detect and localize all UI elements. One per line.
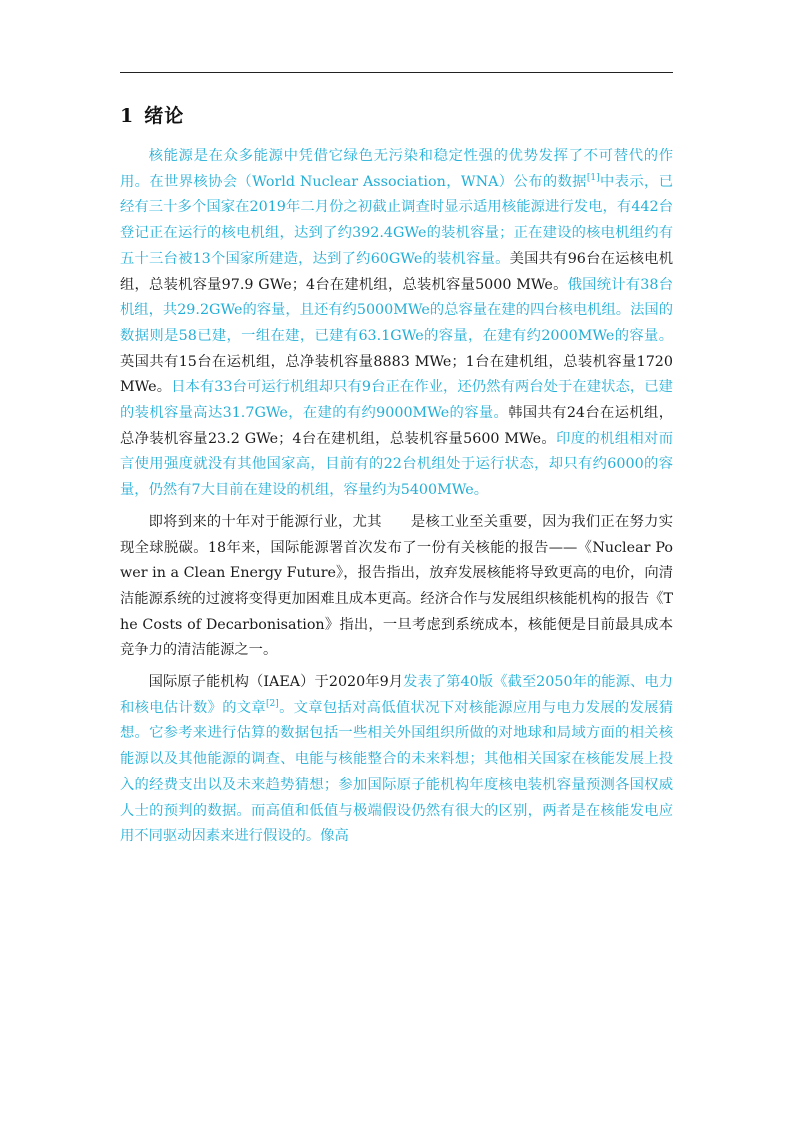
text-segment: 。文章包括对高低值状况下对核能源应用与电力发展的发展猜想。它参考来进行估算的数据包括一些相关外国组织所做的对地球和局域方面的相关核能源以及其他能源的调查、电能与核能整合的未来料想；其他相关国家在核能发展上投入的经费支出以及未来趋势猜想；参加国际原子能机构年度核电装机容量预测各国权威人士的预判的数据。而高值和低值与极端假设仍然有很大的区别，两者是在核能发电应用不同驱动因素来进行假设的。像高 bbox=[120, 699, 673, 845]
text-segment: 韩国共有24台在运机组，总净装机容量23.2 GWe；4台在建机组，总装机容量5600 MWe。 bbox=[120, 405, 673, 447]
text-segment: 中表示，已经有三十多个国家在2019年二月份之初截止调查时显示适用核能源进行发电，有442台登记正在运行的核电机组，达到了约392.4GWe的装机容量；正在建设的核电机组约有五十三台被13个国家所建造，达到了约60GWe的装机容量。 bbox=[120, 173, 674, 267]
header-rule bbox=[120, 72, 673, 73]
citation-2: [2] bbox=[266, 699, 279, 709]
paragraph-2 bbox=[120, 510, 673, 664]
paragraph-3 bbox=[120, 670, 673, 850]
text-segment: 美国共有96台在运核电机组，总装机容量97.9 GWe；4台在建机组，总装机容量5000 MWe。 bbox=[120, 250, 673, 293]
text-segment: 核能源是在众多能源中凭借它绿色无污染和稳定性强的优势发挥了不可替代的作用。在世界核协会（World Nuclear Association，WNA）公布的数据 bbox=[120, 148, 673, 190]
text-segment: 俄国统计有38台机组，共29.2GWe的容量，且还有约5000MWe的总容量在建的四台核电机组。法国的数据则是58已建，一组在建，已建有63.1GWe的容量，在建有约2000MWe的容量。 bbox=[120, 276, 673, 344]
text-segment: 英国共有15台在运机组，总净装机容量8883 MWe；1台在建机组，总装机容量1720 MWe。 bbox=[120, 353, 673, 396]
text-segment: 印度的机组相对而言使用强度就没有其他国家高，目前有的22台机组处于运行状态，却只有约6000的容量，仍然有7大目前在建设的机组，容量约为5400MWe。 bbox=[120, 430, 673, 499]
section-title: 绪论 bbox=[144, 105, 185, 127]
citation-1: [1] bbox=[586, 172, 600, 183]
body-text bbox=[120, 144, 673, 856]
text-segment: 日本有33台可运行机组却只有9台正在作业，还仍然有两台处于在建状态，已建的装机容量高达31.7GWe，在建的有约9000MWe的容量。 bbox=[120, 379, 673, 422]
text-segment: 即将到来的十年对于能源行业，尤其 是核工业至关重要，因为我们正在努力实现全球脱碳。18年来，国际能源署首次发布了一份有关核能的报告——《Nuclear Power in a Clean Energy Future》，报告指出，放弃发展核能将导致更高的电价，向清洁能源系统的过渡将变得更加困难且成本更高。经济合作与发展组织核能机构的报告《The Costs of Decarbonisation》指出，一旦考虑到系统成本，核能便是目前最具成本竞争力的清洁能源之一。 bbox=[120, 513, 673, 659]
paragraph-1 bbox=[120, 144, 673, 504]
text-segment: 发表了第40版《截至2050年的能源、电力和核电估计数》的文章 bbox=[120, 674, 673, 716]
section-heading bbox=[120, 104, 184, 128]
section-number: 1 bbox=[120, 105, 135, 127]
text-segment: 国际原子能机构（IAEA）于2020年9月 bbox=[148, 674, 404, 691]
